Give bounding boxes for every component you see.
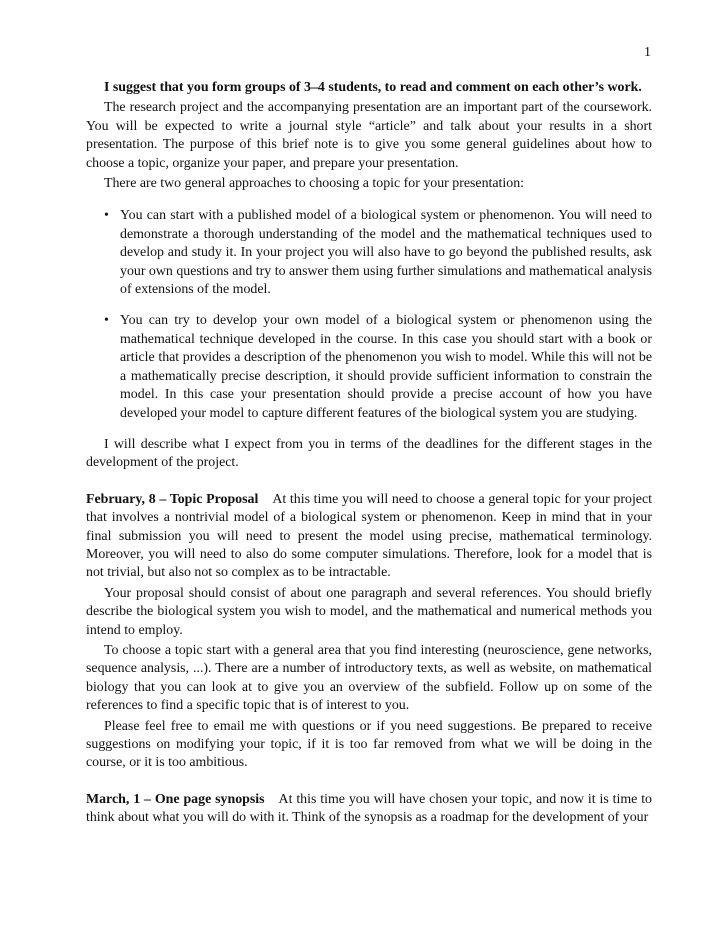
topic-proposal-heading: February, 8 – Topic Proposal <box>86 491 259 507</box>
deadlines-intro: I will describe what I expect from you in terms of the deadlines for the different stages in the development of the project. <box>86 436 652 471</box>
synopsis-section <box>86 791 652 828</box>
synopsis-heading: March, 1 – One page synopsis <box>86 791 265 807</box>
approaches-list <box>86 207 652 422</box>
intro-bold-statement: I suggest that you form groups of 3–4 students, to read and comment on each other’s work. <box>104 80 642 95</box>
topic-proposal-paragraph: To choose a topic start with a general area that you find interesting (neuroscience, gene networks, sequence analysis, ...). There are a number of introductory texts, as well as website, on mathematical biology that you can look at to give you an overview of the subfield. Follow up on some of the references to find a specific topic that is of interest to you. <box>86 642 652 714</box>
document-body <box>86 79 652 828</box>
bullet-icon: • <box>104 313 109 329</box>
page-number: 1 <box>644 45 651 60</box>
topic-proposal-paragraph: Your proposal should consist of about one paragraph and several references. You should briefly describe the biological system you wish to model, and the mathematical and numerical methods you intend to employ. <box>86 585 652 638</box>
approach-item-own-model <box>104 312 652 422</box>
synopsis-lead: At this time you will have chosen your topic, and now it is time to think about what you will do with it. Think of the synopsis as a roadmap for the development of your <box>86 791 652 826</box>
topic-proposal-paragraph: Please feel free to email me with questions or if you need suggestions. Be prepared to receive suggestions on modifying your topic, if it is too far removed from what we will be doing in the course, or it is too ambitious. <box>86 718 652 771</box>
topic-proposal-lead: At this time you will need to choose a general topic for your project that involves a nontrivial model of a biological system or phenomenon. Keep in mind that in your final submission you will need to present the model using precise, mathematical terminology. Moreover, you will need to also do some computer simulations. Therefore, look for a model that is not trivial, but also not so complex as to be intractable. <box>86 491 652 581</box>
approach-item-published-model <box>104 207 652 299</box>
bullet-icon: • <box>104 208 109 224</box>
approach-text: You can try to develop your own model of a biological system or phenomenon using the mathematical technique developed in the course. In this case you should start with a book or article that provides a description of the phenomenon you wish to model. While this will not be a mathematically precise description, it should provide sufficient information to constrain the model. In this case your presentation should provide a precise account of how you have developed your model to capture different features of the biological system you are studying. <box>120 313 652 421</box>
approaches-intro: There are two general approaches to choosing a topic for your presentation: <box>104 176 525 192</box>
topic-proposal-section <box>86 491 652 583</box>
approach-text: You can start with a published model of a biological system or phenomenon. You will need to demonstrate a thorough understanding of the model and the mathematical techniques used to develop and study it. In your project you will also have to go beyond the published results, ask your own questions and try to answer them using further simulations and mathematical analysis of extensions of the model. <box>120 208 652 298</box>
intro-paragraph: The research project and the accompanying presentation are an important part of the coursework. You will be expected to write a journal style “article” and talk about your results in a short presentation. The purpose of this brief note is to give you some general guidelines about how to choose a topic, organize your paper, and prepare your presentation. <box>86 100 652 171</box>
